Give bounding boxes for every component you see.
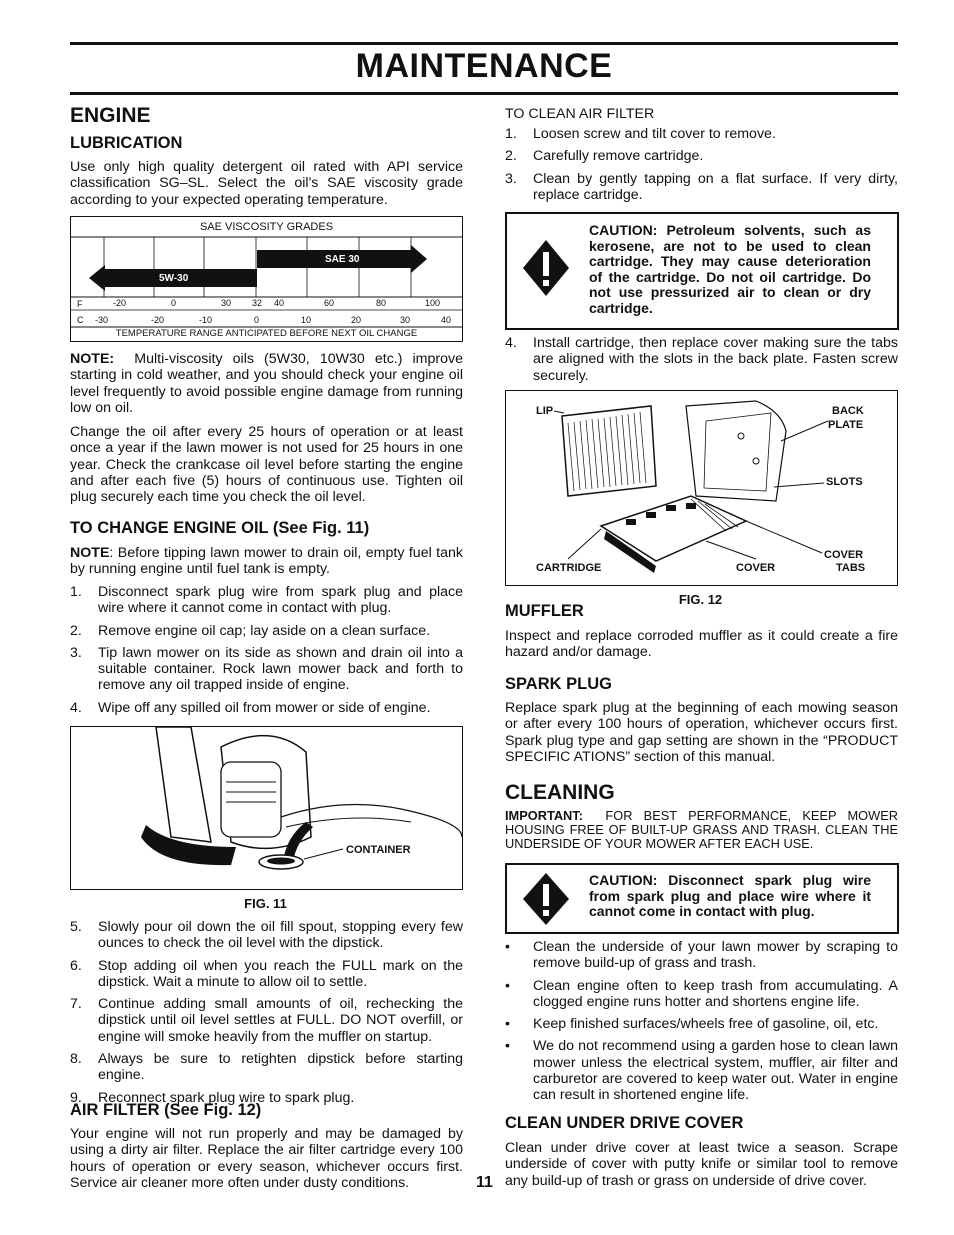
- warning-icon: [521, 871, 571, 927]
- fig-11-box: [70, 726, 463, 890]
- c-tick: -20: [151, 315, 165, 325]
- back-label: BACK: [832, 405, 864, 417]
- drive-cover-text: Clean under drive cover at least twice a season. Scrape underside of cover with putty knife or similar tool to remove any build-up of trash or grass on underside of drive cover.: [505, 1140, 898, 1189]
- note-text: Multi-viscosity oils (5W30, 10W30 etc.) improve starting in cold weather, and you should check your engine oil level frequently to avoid possible engine damage from running low on oil.: [70, 351, 463, 416]
- change-oil-heading: TO CHANGE ENGINE OIL (See Fig. 11): [70, 519, 370, 537]
- c-tick: 40: [441, 315, 452, 325]
- change-oil-note-label: NOTE: [70, 545, 110, 561]
- fig-12-box: [505, 390, 898, 586]
- change-oil-steps: [70, 584, 463, 722]
- air-filter-text: Your engine will not run properly and may be damaged by using a dirty air filter. Replace the air filter cartridge every 100 hours of operation or every season, whichever occurs first. Service air cleaner more often under dusty conditions.: [70, 1126, 463, 1191]
- f-tick: 30: [221, 298, 232, 308]
- cartridge-label: CARTRIDGE: [536, 562, 602, 574]
- list-item: 5. Slowly pour oil down the oil fill spout, stopping every few ounces to check the oil level with the dipstick.: [70, 919, 463, 952]
- spark-plug-heading: SPARK PLUG: [505, 675, 612, 693]
- cleaning-important: [505, 809, 898, 851]
- list-item: 2. Remove engine oil cap; lay aside on a clean surface.: [70, 622, 431, 639]
- list-item: 1. Disconnect spark plug wire from spark plug and place wire where it cannot come in contact with plug.: [70, 584, 463, 617]
- air-filter-heading: AIR FILTER (See Fig. 12): [70, 1101, 262, 1119]
- viscosity-chart: [70, 216, 463, 342]
- cover-label: COVER: [736, 562, 776, 574]
- bar-5w30-label: 5W-30: [159, 273, 189, 284]
- install-cartridge-step: [505, 335, 898, 390]
- f-tick: 40: [274, 298, 285, 308]
- page-number: 11: [476, 1174, 493, 1191]
- drive-cover-heading: CLEAN UNDER DRIVE COVER: [505, 1114, 744, 1132]
- engine-heading: ENGINE: [70, 104, 151, 127]
- caution-box-air-filter: [505, 212, 899, 330]
- list-item: • Keep finished surfaces/wheels free of gasoline, oil, etc.: [505, 1016, 879, 1033]
- note-paragraph: [70, 351, 463, 416]
- bar-sae30-label: SAE 30: [325, 254, 360, 265]
- cover-tabs-label-2: TABS: [836, 562, 866, 574]
- note-label: NOTE:: [70, 351, 115, 367]
- c-tick: 20: [351, 315, 362, 325]
- fig-11-caption: FIG. 11: [244, 896, 287, 911]
- list-item: • We do not recommend using a garden hose to clean lawn mower unless the electrical system, muffler, air filter and carburetor are covered to keep water out. Water in engine can result in shortened engine life.: [505, 1038, 898, 1104]
- c-scale-label: C: [77, 315, 84, 325]
- c-tick: 10: [301, 315, 312, 325]
- list-item: 3. Clean by gently tapping on a flat surface. If very dirty, replace cartridge.: [505, 170, 898, 203]
- container-label: CONTAINER: [346, 844, 411, 856]
- f-tick: 0: [171, 298, 177, 308]
- viscosity-chart-footer: TEMPERATURE RANGE ANTICIPATED BEFORE NEXT OIL CHANGE: [115, 328, 418, 339]
- cleaning-bullets: [505, 939, 898, 1110]
- lip-label: LIP: [536, 405, 554, 417]
- c-tick: -30: [95, 315, 109, 325]
- list-item: • Clean engine often to keep trash from accumulating. A clogged engine runs hotter and shortens engine life.: [505, 977, 898, 1010]
- f-scale-label: F: [77, 299, 83, 309]
- list-item: • Clean the underside of your lawn mower by scraping to remove build-up of grass and trash.: [505, 939, 898, 972]
- caution-box-spark-plug: [505, 863, 899, 934]
- clean-air-filter-heading: TO CLEAN AIR FILTER: [505, 106, 655, 122]
- title-rule: [70, 92, 898, 95]
- change-oil-steps-continued: [70, 919, 463, 1112]
- warning-icon: [521, 238, 571, 298]
- cleaning-heading: CLEANING: [505, 781, 615, 804]
- cover-tabs-label-1: COVER: [824, 549, 864, 561]
- lubrication-text: Use only high quality detergent oil rated with API service classification SG–SL. Select the oil's SAE viscosity grade according to your expected operating temperature.: [70, 159, 463, 208]
- page-title: MAINTENANCE: [355, 47, 613, 85]
- list-item: 6. Stop adding oil when you reach the FULL mark on the dipstick. Wait a minute to allow oil to settle.: [70, 957, 463, 990]
- muffler-heading: MUFFLER: [505, 602, 584, 620]
- list-item: 7. Continue adding small amounts of oil, rechecking the dipstick until oil level settles at FULL. DO NOT overfill, or engine will smoke heavily from the muffler on startup.: [70, 996, 463, 1045]
- clean-air-filter-steps: [505, 126, 898, 209]
- list-item: 1. Loosen screw and tilt cover to remove.: [505, 126, 776, 142]
- lubrication-heading: LUBRICATION: [70, 134, 183, 152]
- top-rule: [70, 42, 898, 45]
- list-item: 8. Always be sure to retighten dipstick before starting engine.: [70, 1051, 463, 1084]
- caution-text-spark-plug: CAUTION: Disconnect spark plug wire from spark plug and place wire where it cannot come in contact with plug.: [589, 872, 871, 920]
- list-item: 3. Tip lawn mower on its side as shown and drain oil into a suitable container. Rock lawn mower back and forth to remove any oil trapped inside of engine.: [70, 644, 463, 694]
- list-item: 9. Reconnect spark plug wire to spark plug.: [70, 1089, 355, 1106]
- change-oil-frequency-text: Change the oil after every 25 hours of operation or at least once a year if the lawn mower is not used for 25 hours in one year. Check the crankcase oil level before starting the engine and after each five (5) hours of continuous use. Tighten oil plug securely each time you check the oil level.: [70, 424, 463, 506]
- plate-label: PLATE: [828, 419, 864, 431]
- f-tick: -20: [113, 298, 127, 308]
- fig-12-caption: FIG. 12: [678, 592, 723, 607]
- muffler-text: Inspect and replace corroded muffler as it could create a fire hazard and/or damage.: [505, 628, 898, 661]
- caution-text-air-filter: CAUTION: Petroleum solvents, such as kerosene, are not to be used to clean cartridge. They may cause deterioration of the cartridge. Do not oil cartridge. Do not use pressurized air to clean or dry cartridge.: [589, 222, 871, 316]
- change-oil-note-text: : Before tipping lawn mower to drain oil, empty fuel tank by running engine until fuel tank is empty.: [70, 545, 463, 578]
- f-tick: 100: [425, 298, 441, 308]
- list-item: 2. Carefully remove cartridge.: [505, 148, 704, 165]
- spark-plug-text: Replace spark plug at the beginning of each mowing season or after every 100 hours of operation, whichever occurs first. Spark plug type and gap setting are shown in the “PRODUCT SPECIFIC ATIONS” section of this manual.: [505, 700, 898, 765]
- f-tick: 80: [376, 298, 387, 308]
- mower-draining-illustration: [71, 727, 462, 889]
- change-oil-note: [70, 545, 463, 578]
- important-label: IMPORTANT:: [505, 808, 583, 823]
- list-item: 4. Install cartridge, then replace cover making sure the tabs are aligned with the slots in the back plate. Fasten screw securely.: [505, 335, 898, 384]
- c-tick: 0: [254, 315, 260, 325]
- important-text: FOR BEST PERFORMANCE, KEEP MOWER HOUSING FREE OF BUILT-UP GRASS AND TRASH. CLEAN THE UNDERSIDE OF YOUR MOWER AFTER EACH USE.: [505, 808, 898, 851]
- f-tick: 60: [324, 298, 335, 308]
- f-tick: 32: [252, 298, 263, 308]
- c-tick: 30: [400, 315, 411, 325]
- list-item: 4. Wipe off any spilled oil from mower or side of engine.: [70, 699, 431, 716]
- slots-label: SLOTS: [826, 476, 863, 488]
- viscosity-chart-title: SAE VISCOSITY GRADES: [199, 221, 334, 233]
- c-tick: -10: [199, 315, 213, 325]
